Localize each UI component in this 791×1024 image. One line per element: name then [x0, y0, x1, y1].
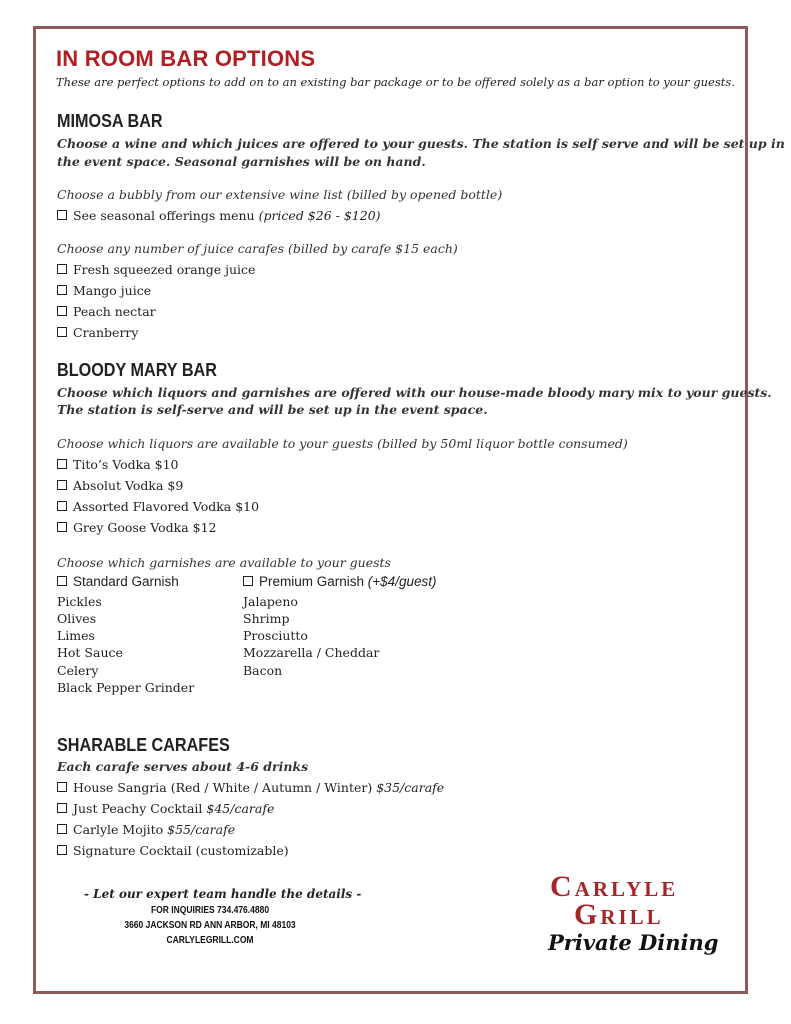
- mimosa-heading: MIMOSA BAR: [57, 111, 163, 131]
- checkbox[interactable]: [57, 327, 67, 337]
- checkbox[interactable]: [57, 782, 67, 792]
- juice-option[interactable]: [57, 283, 151, 298]
- logo-carlyle: Carlyle: [550, 870, 679, 903]
- checkbox[interactable]: [57, 306, 67, 316]
- carafe-name: Carlyle Mojito: [73, 822, 164, 837]
- standard-garnish-item: Celery: [57, 663, 99, 678]
- checkbox[interactable]: [57, 480, 67, 490]
- checkbox[interactable]: [57, 576, 67, 586]
- checkbox[interactable]: [57, 264, 67, 274]
- standard-garnish-item: Black Pepper Grinder: [57, 680, 195, 695]
- checkbox[interactable]: [57, 845, 67, 855]
- premium-garnish-option[interactable]: [243, 574, 436, 589]
- carafe-name: Just Peachy Cocktail: [73, 801, 203, 816]
- juice-option[interactable]: [57, 262, 255, 277]
- bubbly-option-label: See seasonal offerings menu: [73, 208, 255, 223]
- checkbox[interactable]: [57, 824, 67, 834]
- premium-garnish-item: Mozzarella / Cheddar: [243, 645, 380, 660]
- carafe-option[interactable]: [57, 780, 444, 795]
- premium-garnish-item: Jalapeno: [243, 594, 298, 609]
- checkbox[interactable]: [57, 210, 67, 220]
- checkbox[interactable]: [57, 501, 67, 511]
- standard-garnish-item: Hot Sauce: [57, 645, 123, 660]
- checkbox[interactable]: [57, 522, 67, 532]
- liquor-label: Absolut Vodka $9: [73, 478, 184, 493]
- carafe-price: $45/carafe: [206, 801, 275, 816]
- checkbox[interactable]: [57, 459, 67, 469]
- liquor-label: Assorted Flavored Vodka $10: [73, 499, 260, 514]
- standard-garnish-option[interactable]: [57, 574, 179, 589]
- bubbly-option-price: (priced $26 - $120): [258, 208, 381, 223]
- carafe-name: Signature Cocktail (customizable): [73, 843, 289, 858]
- premium-garnish-item: Bacon: [243, 663, 283, 678]
- page-title: IN ROOM BAR OPTIONS: [56, 46, 316, 71]
- bloody-mary-description-1: Choose which liquors and garnishes are offered with our house-made bloody mary mix to your guests.: [57, 385, 772, 400]
- carafes-heading: SHARABLE CARAFES: [57, 735, 230, 755]
- logo-grill: Grill: [574, 898, 664, 931]
- premium-garnish-item: Shrimp: [243, 611, 290, 626]
- juice-label: Mango juice: [73, 283, 152, 298]
- footer-inquiries: FOR INQUIRIES 734.476.4880: [150, 905, 270, 916]
- checkbox[interactable]: [57, 285, 67, 295]
- juice-label: Cranberry: [73, 325, 139, 340]
- premium-garnish-item: Prosciutto: [243, 628, 308, 643]
- bubbly-prompt: Choose a bubbly from our extensive wine list (billed by opened bottle): [57, 187, 503, 202]
- mimosa-description-1: Choose a wine and which juices are offered to your guests. The station is self serve and will be set up in: [57, 136, 785, 151]
- carafes-subheading: Each carafe serves about 4-6 drinks: [57, 759, 309, 774]
- bloody-mary-description-2: The station is self-serve and will be set up in the event space.: [57, 402, 488, 417]
- standard-garnish-item: Olives: [57, 611, 97, 626]
- juice-prompt: Choose any number of juice carafes (billed by carafe $15 each): [57, 241, 458, 256]
- logo-private-dining: Private Dining: [548, 930, 719, 955]
- liquor-label: Grey Goose Vodka $12: [73, 520, 217, 535]
- footer-tagline: - Let our expert team handle the details -: [84, 887, 362, 901]
- liquor-label: Tito’s Vodka $10: [73, 457, 179, 472]
- liquor-prompt: Choose which liquors are available to your guests (billed by 50ml liquor bottle consumed): [57, 436, 628, 451]
- garnish-prompt: Choose which garnishes are available to your guests: [57, 555, 391, 570]
- carafe-price: $35/carafe: [376, 780, 445, 795]
- standard-garnish-label: Standard Garnish: [73, 574, 179, 589]
- liquor-option[interactable]: [57, 520, 216, 535]
- standard-garnish-item: Pickles: [57, 594, 102, 609]
- carafe-option[interactable]: [57, 801, 274, 816]
- carafe-name: House Sangria (Red / White / Autumn / Winter): [73, 780, 373, 795]
- liquor-option[interactable]: [57, 499, 259, 514]
- bubbly-option[interactable]: [57, 208, 381, 223]
- juice-option[interactable]: [57, 325, 138, 340]
- juice-option[interactable]: [57, 304, 156, 319]
- carafe-option[interactable]: [57, 843, 289, 858]
- liquor-option[interactable]: [57, 478, 183, 493]
- standard-garnish-item: Limes: [57, 628, 95, 643]
- bloody-mary-heading: BLOODY MARY BAR: [57, 360, 217, 380]
- carafe-price: $55/carafe: [167, 822, 236, 837]
- liquor-option[interactable]: [57, 457, 179, 472]
- checkbox[interactable]: [243, 576, 253, 586]
- checkbox[interactable]: [57, 803, 67, 813]
- page-subtitle: These are perfect options to add on to an existing bar package or to be offered solely as a bar option to your guests.: [56, 75, 735, 89]
- carafe-option[interactable]: [57, 822, 235, 837]
- footer-website[interactable]: CARLYLEGRILL.COM: [166, 935, 254, 946]
- footer-address: 3660 JACKSON RD ANN ARBOR, MI 48103: [124, 920, 296, 931]
- juice-label: Peach nectar: [73, 304, 156, 319]
- premium-garnish-price: (+$4/guest): [367, 574, 437, 589]
- juice-label: Fresh squeezed orange juice: [73, 262, 256, 277]
- mimosa-description-2: the event space. Seasonal garnishes will be on hand.: [57, 154, 426, 169]
- premium-garnish-label: Premium Garnish: [259, 574, 365, 589]
